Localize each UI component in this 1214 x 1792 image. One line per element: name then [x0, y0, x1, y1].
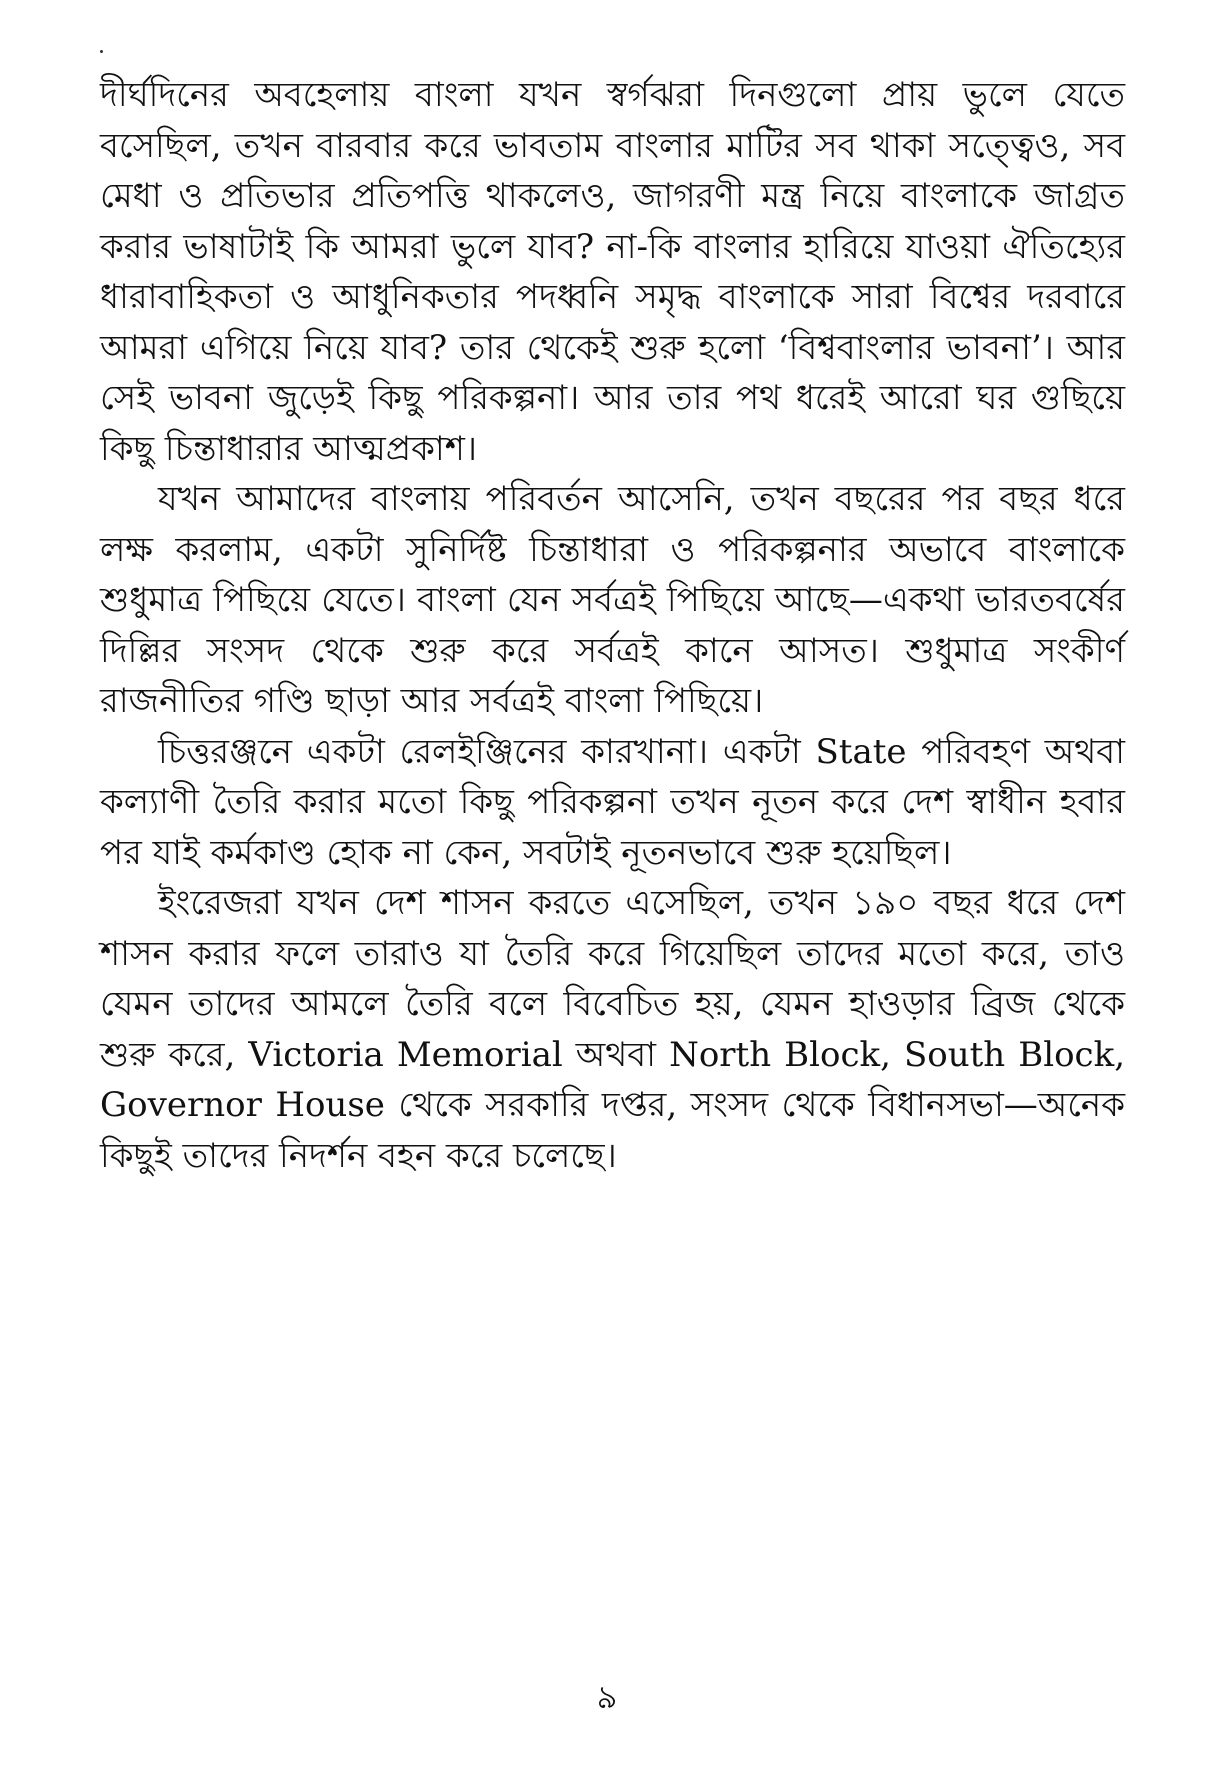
- paragraph-1: দীর্ঘদিনের অবহেলায় বাংলা যখন স্বর্গঝরা দিনগুলো প্রায় ভুলে যেতে বসেছিল, তখন বারবার করে ভাবতাম বাংলার মাটির সব থাকা সত্ত্বেও, সব মেধা ও প্রতিভার প্রতিপত্তি থাকলেও, জাগরণী মন্ত্র নিয়ে বাংলাকে জাগ্রত করার ভাষাটাই কি আমরা ভুলে যাব? না-কি বাংলার হারিয়ে যাওয়া ঐতিহ্যের ধারাবাহিকতা ও আধুনিকতার পদধ্বনি সমৃদ্ধ বাংলাকে সারা বিশ্বের দরবারে আমরা এগিয়ে নিয়ে যাব? তার থেকেই শুরু হলো ‘বিশ্ববাংলার ভাবনা’। আর সেই ভাবনা জুড়েই কিছু পরিকল্পনা। আর তার পথ ধরেই আরো ঘর গুছিয়ে কিছু চিন্তাধারার আত্মপ্রকাশ।: [100, 75, 1125, 469]
- paragraph-2: যখন আমাদের বাংলায় পরিবর্তন আসেনি, তখন বছরের পর বছর ধরে লক্ষ করলাম, একটা সুনির্দিষ্ট চিন্তাধারা ও পরিকল্পনার অভাবে বাংলাকে শুধুমাত্র পিছিয়ে যেতে। বাংলা যেন সর্বত্রই পিছিয়ে আছে—একথা ভারতবর্ষের দিল্লির সংসদ থেকে শুরু করে সর্বত্রই কানে আসত। শুধুমাত্র সংকীর্ণ রাজনীতির গণ্ডি ছাড়া আর সর্বত্রই বাংলা পিছিয়ে।: [100, 479, 1125, 721]
- page-number: ৯: [596, 1678, 618, 1716]
- scan-speck: [100, 50, 103, 53]
- paragraph-4: ইংরেজরা যখন দেশ শাসন করতে এসেছিল, তখন ১৯০ বছর ধরে দেশ শাসন করার ফলে তারাও যা তৈরি করে গিয়েছিল তাদের মতো করে, তাও যেমন তাদের আমলে তৈরি বলে বিবেচিত হয়, যেমন হাওড়ার ব্রিজ থেকে শুরু করে, Victoria Memorial অথবা North Block, South Block, Governor House থেকে সরকারি দপ্তর, সংসদ থেকে বিধানসভা—অনেক কিছুই তাদের নিদর্শন বহন করে চলেছে।: [100, 883, 1125, 1176]
- paragraph-3: চিত্তরঞ্জনে একটা রেলইঞ্জিনের কারখানা। একটা State পরিবহণ অথবা কল্যাণী তৈরি করার মতো কিছু পরিকল্পনা তখন নূতন করে দেশ স্বাধীন হবার পর যাই কর্মকাণ্ড হোক না কেন, সবটাই নূতনভাবে শুরু হয়েছিল।: [100, 731, 1125, 873]
- page-body: [100, 70, 1125, 1181]
